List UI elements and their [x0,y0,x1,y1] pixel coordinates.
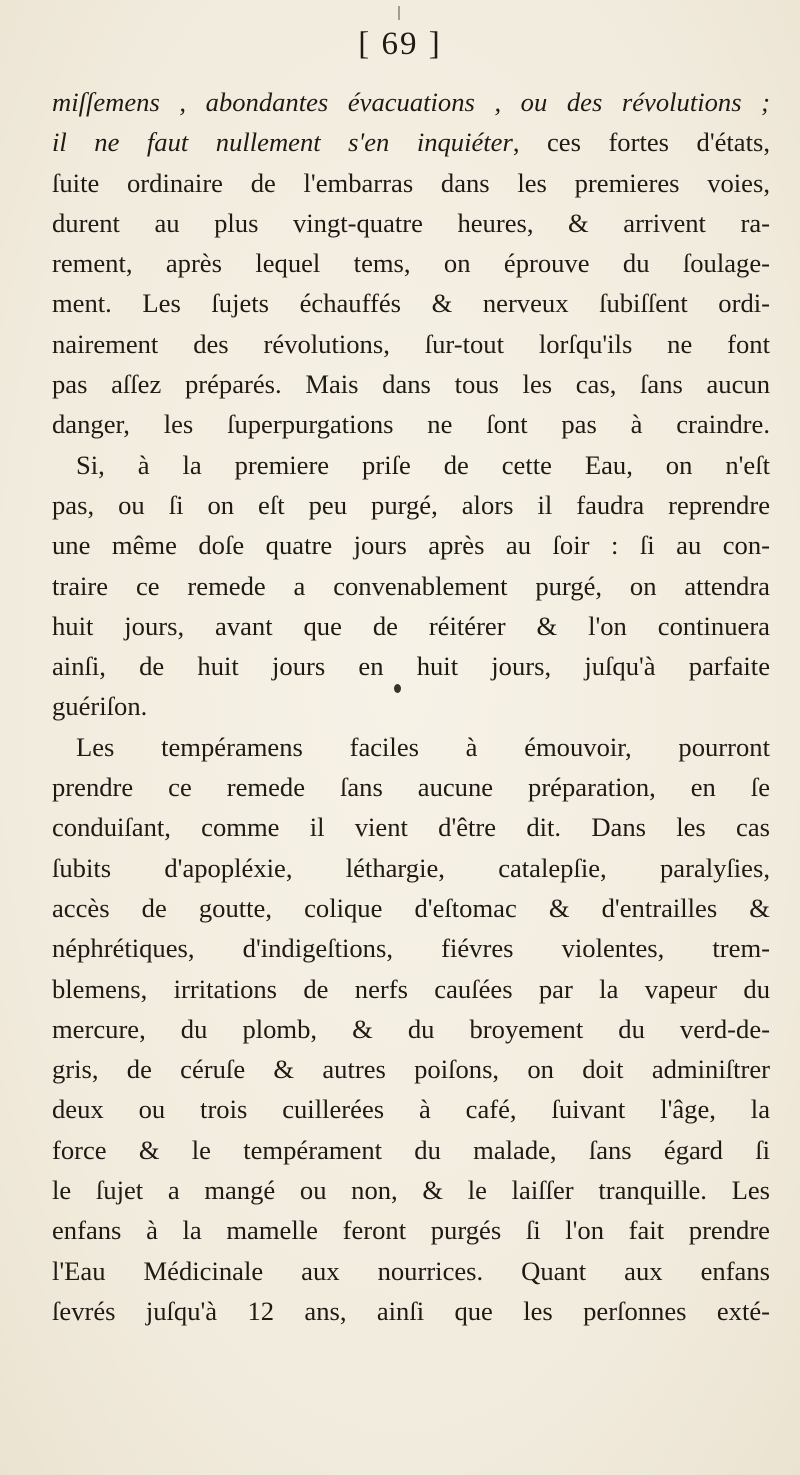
text-line [52,445,770,485]
text-run: ſevrés juſqu'à 12 ans, ainſi que les perſonnes exté- [52,1295,770,1326]
text-run: gris, de céruſe & autres poiſons, on doit adminiſtrer [52,1054,770,1085]
text-line [52,646,770,686]
text-line [52,485,770,525]
text-line [52,404,770,444]
text-run: nairement des révolutions, ſur-tout lorſqu'ils ne font [52,328,770,359]
text-run: deux ou trois cuillerées à café, ſuivant l'âge, la [52,1094,770,1125]
text-line [52,1089,770,1129]
text-run: Les tempéramens faciles à émouvoir, pourront [76,731,770,762]
text-run: pas, ou ſi on eſt peu purgé, alors il faudra reprendre [52,489,770,520]
text-line [52,969,770,1009]
text-line [52,1049,770,1089]
text-run: rement, après lequel tems, on éprouve du ſoulage- [52,248,770,279]
text-line [52,1130,770,1170]
text-line [52,606,770,646]
ink-speck [394,684,401,693]
text-line [52,928,770,968]
text-line [52,807,770,847]
page-edge-mark [398,6,400,20]
text-run: ſuite ordinaire de l'embarras dans les premieres voies, [52,167,770,198]
body-text [52,82,770,1331]
text-run: pas aſſez préparés. Mais dans tous les cas, ſans aucun [52,369,770,400]
text-run: blemens, irritations de nerfs cauſées par la vapeur du [52,973,770,1004]
text-line [52,122,770,162]
text-run: guériſon. [52,691,148,722]
text-run: traire ce remede a convenablement purgé, on attendra [52,570,770,601]
text-run: huit jours, avant que de réitérer & l'on continuera [52,610,770,641]
text-line [52,203,770,243]
text-line [52,1251,770,1291]
text-run: l'Eau Médicinale aux nourrices. Quant aux enfans [52,1255,770,1286]
text-line [52,243,770,283]
text-line [52,525,770,565]
text-line [52,767,770,807]
text-run: force & le tempérament du malade, ſans égard ſi [52,1134,770,1165]
text-run: danger, les ſuperpurgations ne ſont pas à craindre. [52,409,770,440]
text-run: prendre ce remede ſans aucune préparation, en ſe [52,772,770,803]
text-line [52,1210,770,1250]
text-line [52,888,770,928]
text-line [52,848,770,888]
text-line [52,686,770,726]
text-run: durent au plus vingt-quatre heures, & arrivent ra- [52,207,770,238]
text-run: le ſujet a mangé ou non, & le laiſſer tranquille. Les [52,1175,770,1206]
text-line [52,727,770,767]
text-run: une même doſe quatre jours après au ſoir : ſi au con- [52,530,770,561]
page-number: [ 69 ] [358,26,442,62]
text-run: néphrétiques, d'indigeſtions, fiévres violentes, trem- [52,933,770,964]
text-line [52,1291,770,1331]
text-line [52,364,770,404]
text-run: ainſi, de huit jours en huit jours, juſqu'à parfaite [52,651,770,682]
text-run: accès de goutte, colique d'eſtomac & d'entrailles & [52,892,770,923]
text-run: Si, à la premiere priſe de cette Eau, on n'eſt [76,449,770,480]
text-run: ment. Les ſujets échauffés & nerveux ſubiſſent ordi- [52,288,770,319]
text-run: , ces fortes d'états, [512,127,770,158]
text-line [52,283,770,323]
text-line [52,163,770,203]
text-run: conduiſant, comme il vient d'être dit. Dans les cas [52,812,770,843]
italic-run: miſſemens , abondantes évacuations , ou des révolutions ; [52,87,770,117]
text-line [52,1009,770,1049]
text-run: enfans à la mamelle feront purgés ſi l'on fait prendre [52,1215,770,1246]
italic-run: il ne faut nullement s'en inquiéter [52,127,513,158]
text-line [52,566,770,606]
text-line [52,324,770,364]
text-run: mercure, du plomb, & du broyement du verd-de- [52,1013,770,1044]
text-run: ſubits d'apopléxie, léthargie, catalepſie, paralyſies, [52,852,770,883]
text-line [52,1170,770,1210]
text-line [52,82,770,122]
